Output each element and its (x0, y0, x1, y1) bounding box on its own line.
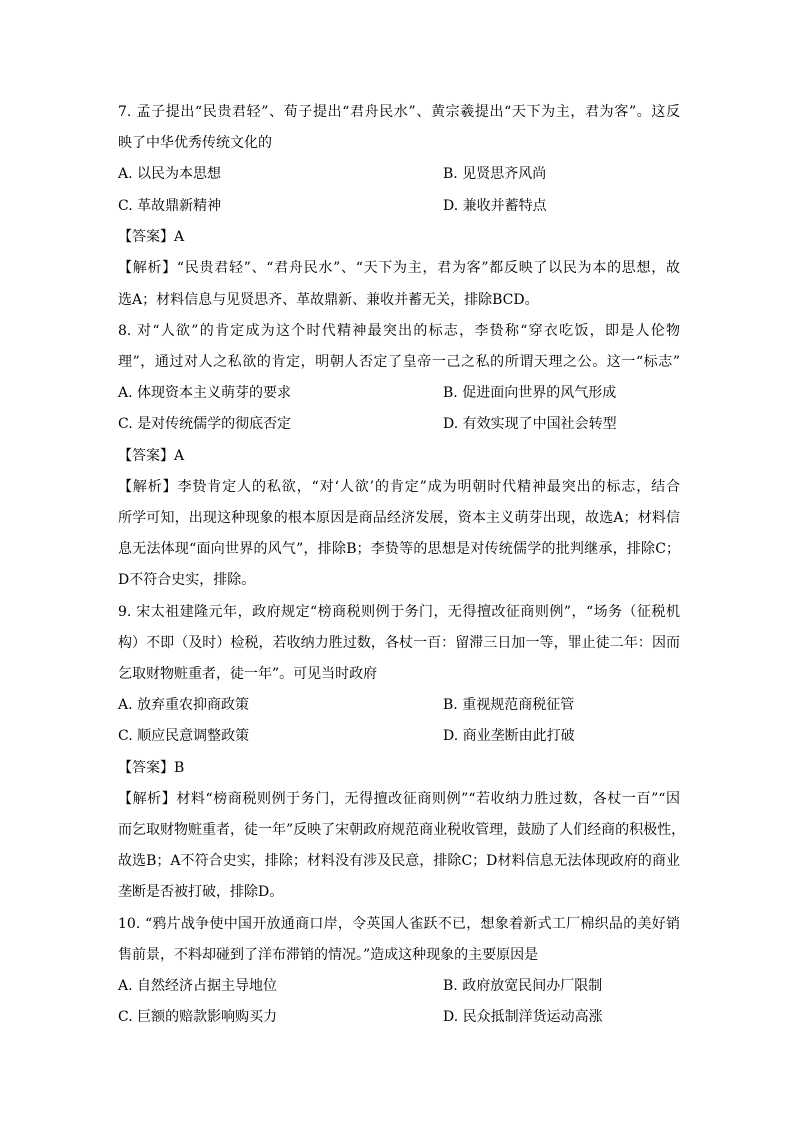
q8-stem-line1: 8. 对“人欲”的肯定成为这个时代精神最突出的标志，李贽称“穿衣吃饭，即是人伦物 (118, 323, 680, 339)
q8-stem-line2: 理”，通过对人之私欲的肯定，明朝人否定了皇帝一己之私的所谓天理之公。这一“标志” (118, 354, 680, 370)
q8-analysis-line1: 【解析】李贽肯定人的私欲，“对‘人欲’的肯定”成为明朝时代精神最突出的标志，结合 (118, 479, 680, 495)
q10-option-d: D. 民众抵制洋货运动高涨 (443, 1009, 603, 1025)
q7-stem-line1: 7. 孟子提出“民贵君轻”、荀子提出“君舟民水”、黄宗羲提出“天下为主，君为客”。这反 (118, 104, 680, 120)
q9-option-c: C. 顺应民意调整政策 (118, 728, 250, 744)
q9-analysis-line1: 【解析】材料“榜商税则例于务门，无得擅改征商则例”“若收纳力胜过数，各杖一百”“因 (118, 791, 680, 807)
q8-analysis-line3: 息无法体现“面向世界的风气”，排除B；李贽等的思想是对传统儒学的批判继承，排除C； (118, 541, 680, 557)
q10-option-a: A. 自然经济占据主导地位 (118, 978, 278, 994)
q7-option-a: A. 以民为本思想 (118, 166, 222, 182)
q7-answer: 【答案】A (118, 229, 185, 245)
q7-option-d: D. 兼收并蓄特点 (443, 198, 547, 214)
q9-option-b: B. 重视规范商税征管 (443, 697, 575, 713)
q8-analysis-line4: D不符合史实，排除。 (118, 572, 256, 588)
q8-answer: 【答案】A (118, 448, 185, 464)
q10-stem-line2: 售前景，不料却碰到了洋布滞销的情况。”造成这种现象的主要原因是 (118, 947, 539, 963)
q8-option-d: D. 有效实现了中国社会转型 (443, 416, 617, 432)
q8-analysis-line2: 所学可知，出现这种现象的根本原因是商品经济发展，资本主义萌芽出现，故选A；材料信 (118, 510, 680, 526)
q9-option-a: A. 放弃重农抑商政策 (118, 697, 250, 713)
q7-analysis-line1: 【解析】“民贵君轻”、“君舟民水”、“天下为主，君为客”都反映了以民为本的思想，故 (118, 260, 680, 276)
q7-stem-line2: 映了中华优秀传统文化的 (118, 135, 272, 151)
q7-analysis-line2: 选A；材料信息与见贤思齐、革故鼎新、兼收并蓄无关，排除BCD。 (118, 292, 539, 308)
q8-option-a: A. 体现资本主义萌芽的要求 (118, 385, 292, 401)
q10-option-b: B. 政府放宽民间办厂限制 (443, 978, 603, 994)
q9-analysis-line3: 故选B；A不符合史实，排除；材料没有涉及民意，排除C；D材料信息无法体现政府的商业 (118, 853, 680, 869)
q9-stem-line2: 构）不即（及时）检税，若收纳力胜过数，各杖一百：留滞三日加一等，罪止徒二年：因而 (118, 635, 680, 651)
q9-stem-line3: 乞取财物赃重者，徒一年”。可见当时政府 (118, 666, 378, 682)
q9-option-d: D. 商业垄断由此打破 (443, 728, 575, 744)
q9-analysis-line2: 而乞取财物赃重者，徒一年”反映了宋朝政府规范商业税收管理，鼓励了人们经商的积极性， (118, 822, 686, 838)
q10-option-c: C. 巨额的赔款影响购买力 (118, 1009, 278, 1025)
q7-option-c: C. 革故鼎新精神 (118, 198, 222, 214)
q7-option-b: B. 见贤思齐风尚 (443, 166, 547, 182)
q10-stem-line1: 10. “鸦片战争使中国开放通商口岸，令英国人雀跃不已，想象着新式工厂棉织品的美好销 (118, 916, 680, 932)
q8-option-b: B. 促进面向世界的风气形成 (443, 385, 617, 401)
q9-stem-line1: 9. 宋太祖建隆元年，政府规定“榜商税则例于务门，无得擅改征商则例”，“场务（征税机 (118, 604, 680, 620)
q9-answer: 【答案】B (118, 760, 185, 776)
q8-option-c: C. 是对传统儒学的彻底否定 (118, 416, 292, 432)
q9-analysis-line4: 垄断是否被打破，排除D。 (118, 884, 284, 900)
